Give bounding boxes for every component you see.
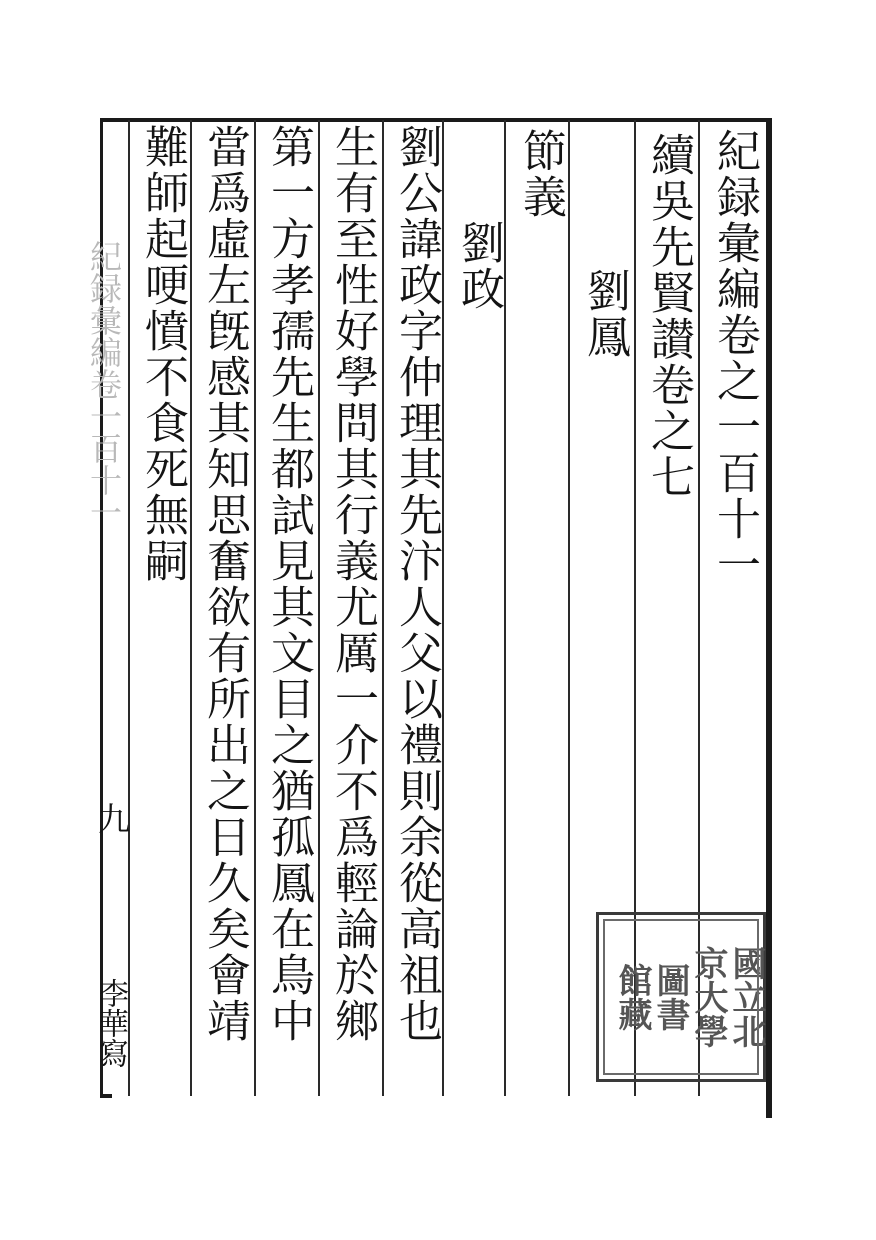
- scribe-name: 李華寫: [93, 978, 128, 1068]
- seal-text: 館藏: [612, 963, 652, 1031]
- text-line-2: 生有至性好學問其行義尤厲一介不爲輕論於鄉: [327, 124, 378, 1044]
- text-line-5: 難師起哽憤不食死無嗣: [137, 124, 188, 584]
- text-line-3: 第一方孝孺先生都試見其文目之猶孤鳳在鳥中: [263, 124, 314, 1044]
- frame-top-border: [100, 118, 770, 122]
- collection-title: 紀録彙編卷之一百十一: [709, 128, 760, 588]
- library-seal-stamp: [596, 912, 766, 1082]
- column-rule: [190, 120, 192, 1096]
- column-rule: [318, 120, 320, 1096]
- section-heading: 節義: [515, 128, 566, 220]
- frame-bottom-border: [100, 1094, 112, 1098]
- author-name: 劉鳳: [579, 268, 630, 360]
- column-rule: [568, 120, 570, 1096]
- seal-text: 國立北: [726, 946, 766, 1048]
- text-line-4: 當爲虛左旣感其知思奮欲有所出之日久矣會靖: [199, 124, 250, 1044]
- entry-name: 劉政: [453, 220, 504, 312]
- text-line-1: 劉公諱政字仲理其先汴人父以禮則余從高祖也: [391, 124, 442, 1044]
- column-rule: [254, 120, 256, 1096]
- spine-title: 紀録彙編卷一百十一: [85, 240, 123, 528]
- column-rule: [128, 120, 130, 1096]
- folio-number: 九: [93, 802, 131, 834]
- column-rule: [382, 120, 384, 1096]
- volume-subtitle: 續吳先賢讃卷之七: [643, 132, 694, 500]
- seal-text: 京大學: [688, 946, 728, 1048]
- frame-right-border: [766, 118, 772, 1118]
- seal-text: 圖書: [650, 963, 690, 1031]
